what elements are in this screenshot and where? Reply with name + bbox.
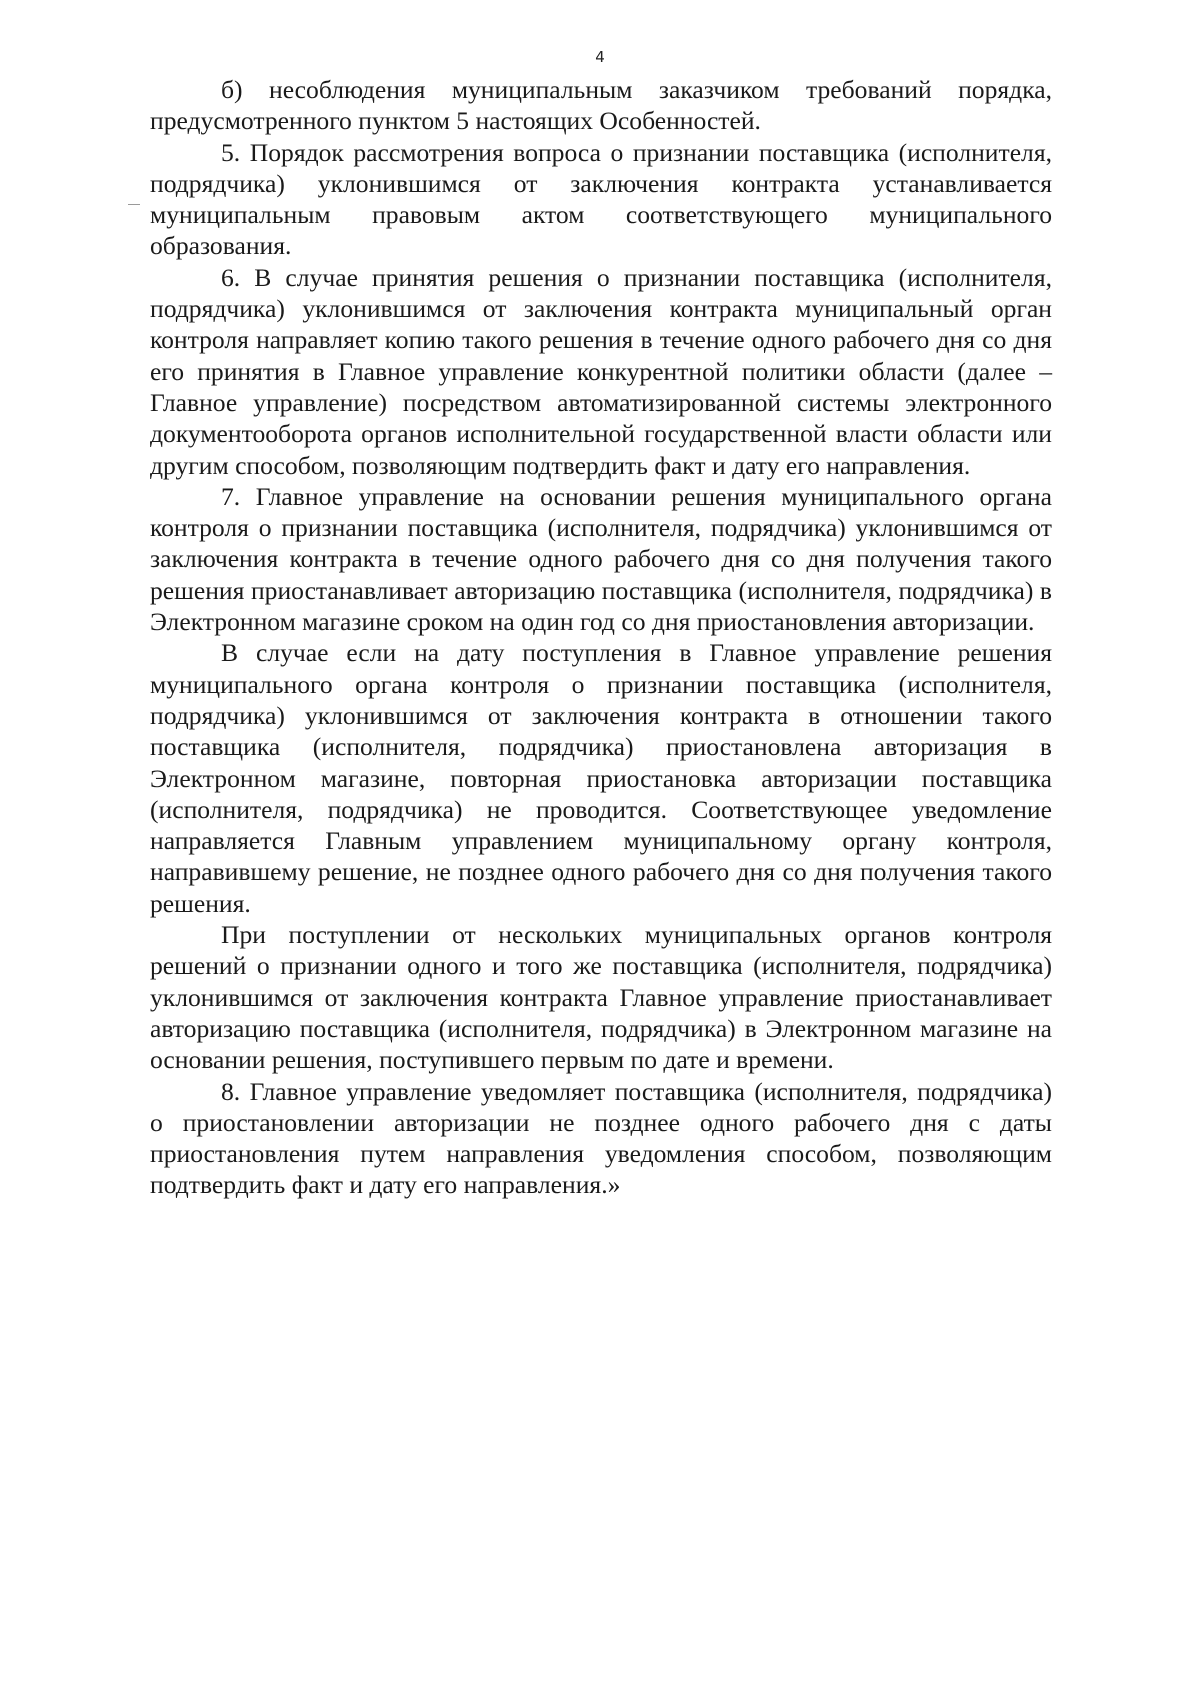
paragraph-7-continued-2: При поступлении от нескольких муниципальных органов контроля решений о признании одного и того же поставщика (исполнителя, подрядчика) уклонившимся от заключения контракта Главное управление приостанавливает авторизацию поставщика (исполнителя, подрядчика) в Электронном магазине на основании решения, поступившего первым по дате и времени. — [150, 920, 1052, 1075]
paragraph-7-continued-1: В случае если на дату поступления в Главное управление решения муниципального органа контроля о признании поставщика (исполнителя, подрядчика) уклонившимся от заключения контракта в отношении такого поставщика (исполнителя, подрядчика) приостановлена авторизация в Электронном магазине, повторная приостановка авторизации поставщика (исполнителя, подрядчика) не проводится. Соответствующее уведомление направляется Главным управлением муниципальному органу контроля, направившему решение, не позднее одного рабочего дня со дня получения такого решения. — [150, 638, 1052, 918]
document-body — [150, 74, 1052, 1201]
paragraph-b-clause: б) несоблюдения муниципальным заказчиком требований порядка, предусмотренного пунктом 5 настоящих Особенностей. — [150, 75, 1052, 136]
paragraph-6: 6. В случае принятия решения о признании поставщика (исполнителя, подрядчика) уклонившимся от заключения контракта муниципальный орган контроля направляет копию такого решения в течение одного рабочего дня со дня его принятия в Главное управление конкурентной политики области (далее – Главное управление) посредством автоматизированной системы электронного документооборота органов исполнительной государственной власти области или другим способом, позволяющим подтвердить факт и дату его направления. — [150, 262, 1052, 480]
margin-scan-mark — [128, 204, 140, 205]
paragraph-7: 7. Главное управление на основании решения муниципального органа контроля о признании поставщика (исполнителя, подрядчика) уклонившимся от заключения контракта в течение одного рабочего дня со дня получения такого решения приостанавливает авторизацию поставщика (исполнителя, подрядчика) в Электронном магазине сроком на один год со дня приостановления авторизации. — [150, 481, 1052, 637]
paragraph-5: 5. Порядок рассмотрения вопроса о признании поставщика (исполнителя, подрядчика) уклонившимся от заключения контракта устанавливается муниципальным правовым актом соответствующего муниципального образования. — [150, 137, 1052, 261]
page-number: 4 — [595, 48, 605, 66]
paragraph-8: 8. Главное управление уведомляет поставщика (исполнителя, подрядчика) о приостановлении авторизации не позднее одного рабочего дня с даты приостановления путем направления уведомления способом, позволяющим подтвердить факт и дату его направления.» — [150, 1076, 1052, 1200]
